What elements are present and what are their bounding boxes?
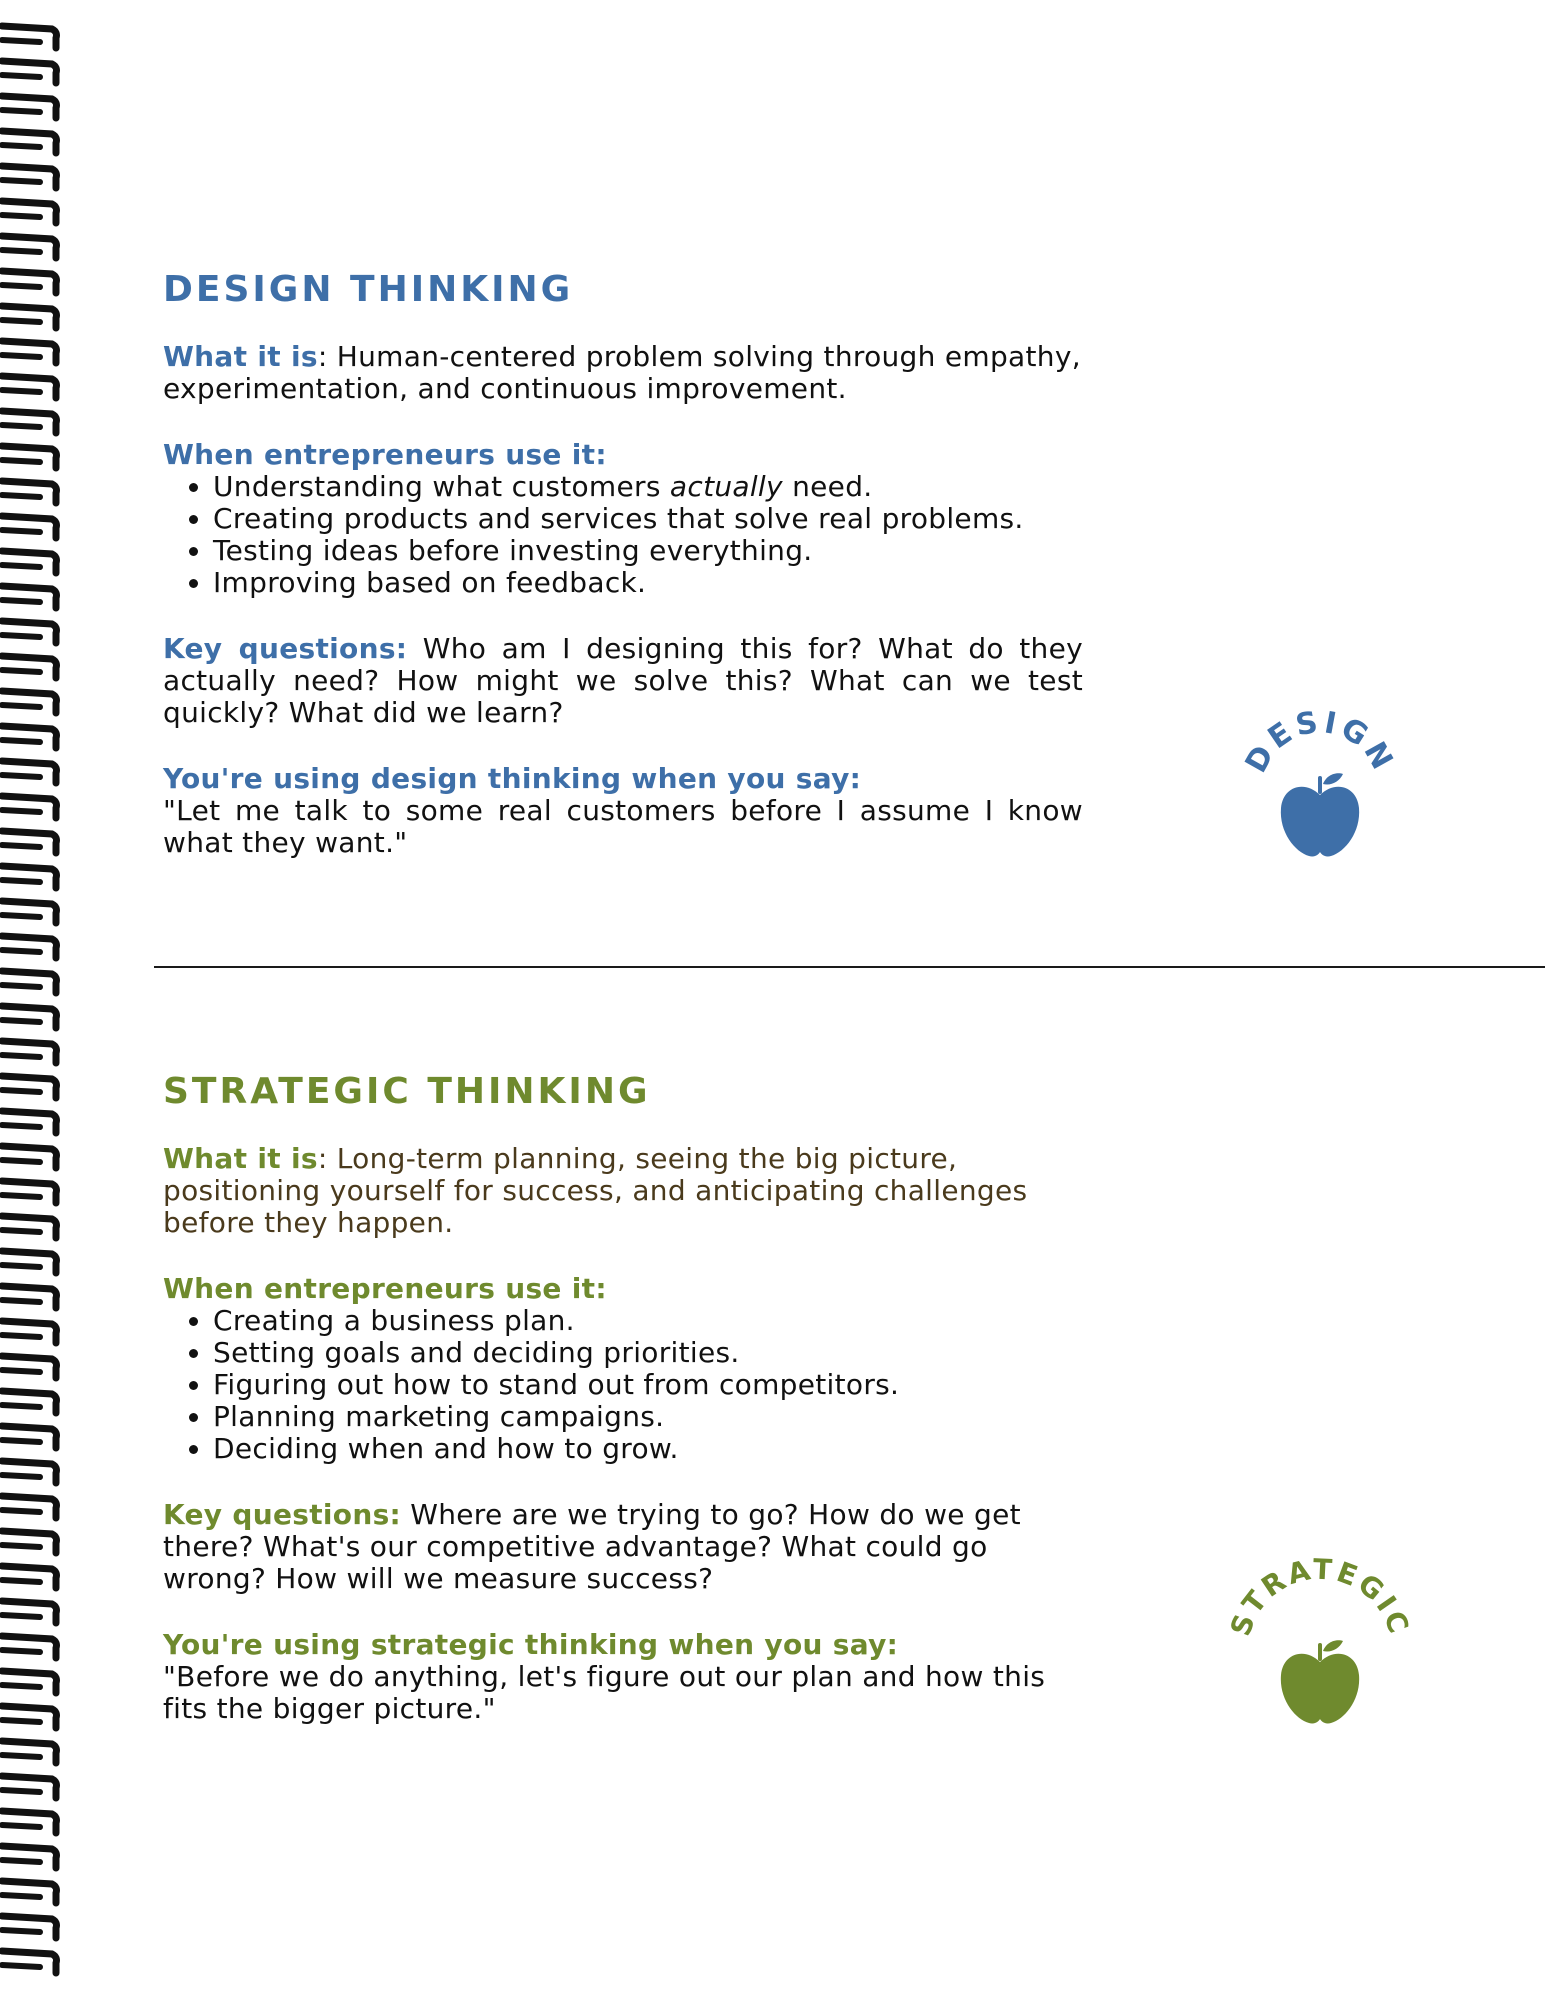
strategic-saying-label: You're using strategic thinking when you say: [163,1628,899,1662]
spiral-ring [2,376,57,398]
spiral-ring [2,306,57,328]
spiral-ring [2,201,57,223]
spiral-ring [2,1321,57,1343]
design-when-label: When entrepreneurs use it: [163,438,607,472]
design-definition [163,341,1093,405]
strategic-what-label: What it is [163,1142,318,1176]
list-item: • Improving based on feedback. [213,567,1093,599]
strategic-badge-word: STRATEGIC [1223,1555,1417,1641]
design-questions-text: Who am I designing this for? What do they actually need? How might we solve this? What can we test quickly? What did we learn? [163,632,1083,730]
design-key-questions [163,633,1083,729]
spiral-ring [2,271,57,293]
spiral-ring [2,971,57,993]
list-item: • Testing ideas before investing everything. [213,535,1093,567]
spiral-ring [2,586,57,608]
spiral-ring [2,1041,57,1063]
spiral-ring [2,1811,57,1833]
design-what-label: What it is [163,340,318,374]
spiral-ring [2,1181,57,1203]
design-bullet-list [163,471,1093,599]
strategic-thinking-section [163,1070,1093,1725]
strategic-title: STRATEGIC THINKING [163,1071,651,1112]
spiral-ring [2,341,57,363]
spiral-ring [2,1216,57,1238]
spiral-ring [2,1916,57,1938]
spiral-ring [2,796,57,818]
strategic-saying-quote: "Before we do anything, let's figure out our plan and how this fits the bigger picture." [163,1660,1046,1726]
design-questions-label: Key questions: [163,632,408,666]
spiral-ring [2,131,57,153]
spiral-ring [2,236,57,258]
spiral-ring [2,1951,57,1973]
strategic-definition [163,1143,1093,1239]
list-item: • Setting goals and deciding priorities. [213,1337,1093,1369]
spiral-ring [2,1426,57,1448]
spiral-ring [2,446,57,468]
spiral-ring [2,96,57,118]
spiral-ring [2,1566,57,1588]
apple-icon [1281,773,1359,856]
list-item: • Figuring out how to stand out from competitors. [213,1369,1093,1401]
spiral-ring [2,691,57,713]
spiral-ring [2,26,57,48]
spiral-ring [2,166,57,188]
design-thinking-section [163,268,1093,859]
strategic-bullet-list [163,1305,1093,1465]
list-item: • Creating a business plan. [213,1305,1093,1337]
section-divider [154,966,1545,968]
design-saying-label: You're using design thinking when you say: [163,762,862,796]
spiral-ring [2,656,57,678]
list-item: • Deciding when and how to grow. [213,1433,1093,1465]
spiral-ring [2,866,57,888]
spiral-ring [2,1391,57,1413]
strategic-when-label: When entrepreneurs use it: [163,1272,607,1306]
spiral-ring [2,1741,57,1763]
spiral-ring [2,61,57,83]
spiral-ring [2,481,57,503]
strategic-questions-label: Key questions: [163,1498,402,1532]
spiral-ring [2,1776,57,1798]
spiral-ring [2,1881,57,1903]
strategic-key-questions [163,1499,1093,1595]
spiral-ring [2,1251,57,1273]
spiral-ring [2,411,57,433]
spiral-ring [2,1006,57,1028]
strategic-questions-text: Where are we trying to go? How do we get there? What's our competitive advantage? What could go wrong? How will we measure success? [163,1498,1021,1596]
spiral-ring [2,1461,57,1483]
spiral-ring [2,1671,57,1693]
strategic-what-text: : Long-term planning, seeing the big picture, positioning yourself for success, and anticipating challenges before they happen. [163,1142,1028,1240]
strategic-badge [1220,1555,1420,1745]
spiral-ring [2,936,57,958]
spiral-ring [2,1496,57,1518]
spiral-ring [2,551,57,573]
spiral-ring [2,1286,57,1308]
design-badge [1235,700,1405,870]
spiral-ring [2,901,57,923]
spiral-ring [2,1531,57,1553]
spiral-ring [2,761,57,783]
spiral-ring [2,516,57,538]
design-title: DESIGN THINKING [163,269,574,310]
spiral-ring [2,1146,57,1168]
spiral-ring [2,1111,57,1133]
apple-icon [1281,1640,1359,1723]
spiral-binding [0,20,62,1985]
spiral-ring [2,1601,57,1623]
spiral-ring [2,1076,57,1098]
spiral-ring [2,831,57,853]
design-badge-word: DESIGN [1238,704,1402,779]
spiral-ring [2,1636,57,1658]
list-item: • Planning marketing campaigns. [213,1401,1093,1433]
spiral-ring [2,726,57,748]
design-what-text: : Human-centered problem solving through empathy, experimentation, and continuous improvement. [163,340,1081,406]
design-saying-quote: "Let me talk to some real customers before I assume I know what they want." [163,794,1083,860]
spiral-ring [2,1356,57,1378]
spiral-ring [2,1846,57,1868]
spiral-ring [2,1706,57,1728]
list-item: • Creating products and services that solve real problems. [213,503,1093,535]
spiral-ring [2,621,57,643]
list-item: • Understanding what customers actually need. [213,471,1093,503]
